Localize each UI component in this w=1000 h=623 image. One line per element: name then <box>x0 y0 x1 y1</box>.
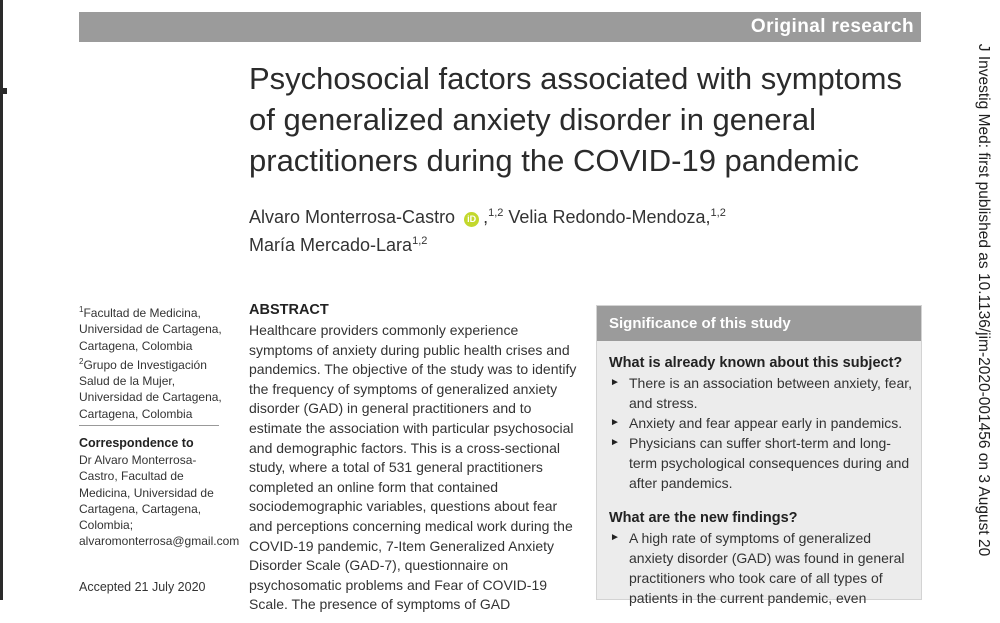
new-finding-item: ► A high rate of symptoms of generalized anxiety disorder (GAD) was found in general practitioners who took care of all types of patients in the current pandemic, even <box>609 528 915 608</box>
affiliation-item <box>79 354 229 422</box>
affiliation-number: 2 <box>79 356 84 366</box>
affiliation-text: Grupo de Investigación Salud de la Mujer, Universidad de Cartagena, Cartagena, Colombia <box>79 357 222 421</box>
known-list <box>609 373 915 493</box>
author-name: María Mercado-Lara <box>249 235 413 255</box>
author-list: Alvaro Monterrosa-Castro iD ,$^{1,2}$ Velia Redondo-Mendoza,$^{1,2}$ María Mercado-Lara$^{1,2}$ <box>249 207 726 255</box>
orcid-icon[interactable]: iD <box>464 212 479 227</box>
page-edge-mark <box>3 88 7 94</box>
abstract-text: Healthcare providers commonly experience symptoms of anxiety during public health crises and pandemics. The objective of the study was to identify the frequency of symptoms of generalized anxiety disorder (GAD) in general practitioners and to estimate the association with particular psychosocial and demographic factors. This is a cross-sectional study, where a total of 531 general practitioners completed an online form that contained sociodemographic variables, questions about fear and perceptions concerning medical work during the COVID-19 pandemic, 7-Item Generalized Anxiety Disorder Scale (GAD-7), questionnaire on psychosomatic problems and Fear of COVID-19 Scale. The presence of symptoms of GAD <box>249 322 577 613</box>
article-type-banner <box>79 12 921 42</box>
author-name: Velia Redondo-Mendoza, <box>508 207 711 227</box>
sidebar-divider <box>79 425 219 426</box>
affiliations <box>79 302 229 422</box>
affiliation-text: Facultad de Medicina, Universidad de Cartagena, Cartagena, Colombia <box>79 306 222 353</box>
new-findings-question: What are the new findings? <box>609 510 798 526</box>
significance-box <box>596 305 922 606</box>
author-name: Alvaro Monterrosa-Castro <box>249 207 456 227</box>
known-item: ► There is an association between anxiety, fear, and stress. <box>609 373 915 413</box>
article-type-label: Original research <box>750 16 914 37</box>
author-affiliation-sup: 1,2 <box>412 235 428 247</box>
significance-header: Significance of this study <box>597 306 921 341</box>
significance-content <box>609 353 915 623</box>
journal-citation-sidebar: J Investig Med: first published as 10.1136/jim-2020-001456 on 3 August 20 <box>975 43 992 557</box>
abstract-heading: ABSTRACT <box>249 302 329 318</box>
affiliation-item <box>79 302 229 354</box>
known-item: ► Anxiety and fear appear early in pandemics. <box>609 413 915 433</box>
correspondence-heading: Correspondence to <box>79 436 194 450</box>
accepted-date: Accepted 21 July 2020 <box>79 580 206 594</box>
known-item: ► Physicians can suffer short-term and long-term psychological consequences during and after pandemics. <box>609 433 915 493</box>
article-title: Psychosocial factors associated with symptoms of generalized anxiety disorder in general practitioners during the COVID-19 pandemic <box>249 61 902 178</box>
author-affiliation-sup: 1,2 <box>710 207 726 219</box>
affiliation-number: 1 <box>79 305 84 314</box>
correspondence-details: Dr Alvaro Monterrosa-Castro, Facultad de Medicina, Universidad de Cartagena, Cartagena, Colombia; alvaromonterrosa@gmail.com <box>79 453 240 549</box>
known-question: What is already known about this subject? <box>609 355 903 371</box>
author-affiliation-sup: 1,2 <box>488 207 504 219</box>
new-findings-list <box>609 528 915 608</box>
